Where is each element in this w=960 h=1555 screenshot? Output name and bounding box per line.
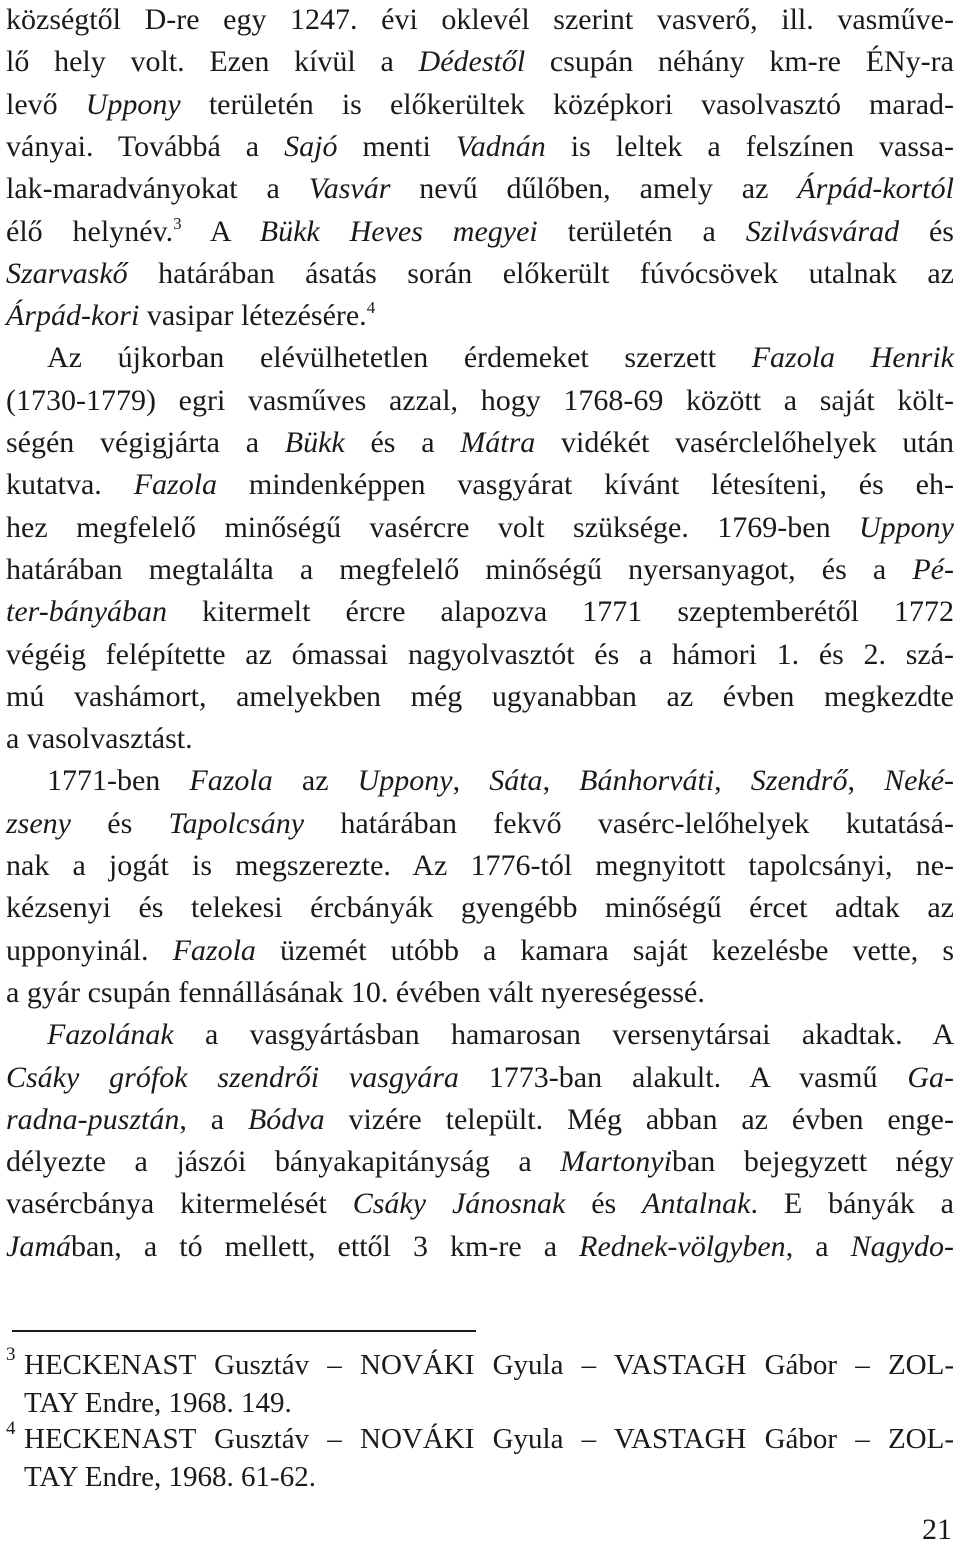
italic-text: Sajó — [284, 129, 338, 163]
text-line — [6, 1142, 954, 1182]
italic-text: Dédestől — [418, 45, 526, 79]
text-span: vizére települt. Még abban az évben enge- — [324, 1102, 954, 1136]
text-line — [6, 127, 954, 167]
footnote-4-continuation: TAY Endre, 1968. 61-62. — [24, 1461, 316, 1493]
text-span: 1773-ban alakult. A vasmű — [458, 1060, 908, 1094]
text-span: községtől D-re egy 1247. évi oklevél szerint vasverő, ill. vasműve- — [6, 3, 954, 36]
text-span: és — [70, 806, 169, 840]
text-line — [6, 550, 954, 590]
italic-text: Jamá — [6, 1229, 71, 1263]
text-line — [6, 465, 954, 505]
italic-text: Szendrő — [750, 764, 848, 798]
italic-text: Fazola — [172, 933, 256, 967]
text-line — [6, 1058, 954, 1098]
text-span: ségén végigjárta a — [6, 426, 285, 459]
italic-text: Uppony — [85, 87, 181, 121]
text-line — [6, 846, 954, 886]
text-line — [6, 423, 954, 463]
footnote-text: HECKENAST Gusztáv – NOVÁKI Gyula – VASTAGH Gábor – ZOL- — [24, 1423, 954, 1455]
text-line — [6, 254, 954, 294]
text-line — [6, 169, 954, 209]
text-span: határában ásatás során előkerült fúvócsövek utalnak az — [127, 256, 954, 290]
text-span: , — [847, 764, 885, 798]
text-span: kutatva. — [6, 468, 134, 502]
text-span: üzemét utóbb a kamara saját kezelésbe vette, s — [255, 933, 954, 967]
text-span: mindenképpen vasgyárat kívánt létesíteni, és eh- — [217, 468, 954, 502]
italic-text: Fazola — [189, 764, 273, 798]
text-span: lak-maradványokat a — [6, 172, 309, 206]
footnote-marker: 3 — [6, 1344, 16, 1365]
text-span: (1730-1779) egri vasműves azzal, hogy 1768-69 között a saját költ- — [6, 383, 954, 417]
text-line — [6, 719, 954, 759]
text-span: upponyinál. — [6, 933, 173, 967]
italic-text: Uppony — [357, 764, 453, 798]
text-span: ban bejegyzett négy — [671, 1145, 954, 1179]
italic-text: Szarvaskő — [6, 256, 128, 290]
italic-text: Vasvár — [308, 172, 391, 206]
footnote-reference: 4 — [366, 298, 376, 318]
italic-text: Fazola — [133, 468, 218, 502]
italic-text: Bódva — [247, 1102, 325, 1136]
italic-text: Bükk — [284, 426, 345, 459]
italic-text: Nagydo- — [850, 1229, 954, 1263]
italic-text: Csáky grófok szendrői vasgyára — [6, 1060, 459, 1094]
italic-text: ter-bányában — [6, 595, 168, 629]
italic-text: Rednek-völgyben — [579, 1229, 786, 1263]
footnote-reference: 3 — [173, 213, 182, 233]
text-span: nevű dűlőben, amely az — [390, 172, 798, 206]
text-line — [6, 338, 954, 378]
italic-text: Fazolának — [47, 1018, 174, 1052]
text-line — [6, 931, 954, 971]
text-span: a vasgyártásban hamarosan versenytársai akadtak. A — [173, 1018, 954, 1052]
text-span: területén a — [537, 214, 746, 248]
italic-text: Vadnán — [455, 129, 546, 163]
text-span: , — [542, 764, 580, 798]
text-span: vidékét vasérclelőhelyek után — [535, 426, 955, 459]
text-span: ványai. Továbbá a — [6, 129, 285, 163]
text-span: vasércbánya kitermelését — [6, 1187, 353, 1221]
text-span: végéig felépítette az ómassai nagyolvasztót és a hámori 1. és 2. szá- — [6, 637, 954, 671]
text-line — [6, 212, 954, 252]
text-line — [6, 85, 954, 125]
text-line — [6, 677, 954, 717]
page-number: 21 — [922, 1513, 952, 1546]
text-span: nak a jogát is megszerezte. Az 1776-tól megnyitott tapolcsányi, ne- — [6, 849, 954, 882]
italic-text: Bánhorváti — [579, 764, 715, 798]
text-line — [6, 888, 954, 928]
text-span: kézsenyi és telekesi ércbányák gyengébb minőségű ércet adtak az — [6, 891, 954, 925]
text-line — [6, 508, 954, 548]
italic-text: Martonyi — [560, 1145, 672, 1179]
text-span: hez megfelelő minőségű vasércre volt szüksége. 1769-ben — [6, 510, 860, 544]
text-span: területén is előkerültek középkori vasolvasztó marad- — [180, 87, 955, 121]
italic-text: radna-pusztán — [6, 1102, 180, 1136]
text-line — [6, 381, 954, 421]
italic-text: Pé- — [912, 552, 954, 586]
italic-text: Sáta — [489, 764, 543, 798]
text-span: , a — [179, 1102, 248, 1136]
text-line — [6, 296, 954, 336]
text-line — [6, 761, 954, 801]
text-span: , — [714, 764, 751, 798]
italic-text: Csáky Jánosnak — [352, 1187, 566, 1221]
italic-text: Árpád-kori — [6, 299, 140, 333]
italic-text: zseny — [6, 806, 71, 840]
text-span: csupán néhány km-re ÉNy-ra — [525, 45, 954, 79]
text-line — [6, 973, 954, 1013]
text-span: menti — [337, 129, 456, 163]
text-span: határában fekvő vasérc-lelőhelyek kutatásá- — [304, 806, 954, 840]
text-span: mú vashámort, amelyekben még ugyanabban az évben megkezdte — [6, 679, 954, 713]
text-span: , a — [785, 1229, 851, 1263]
text-span: a gyár csupán fennállásának 10. évében vált nyereségessé. — [6, 975, 705, 1009]
text-span: Az újkorban elévülhetetlen érdemeket szerzett — [47, 341, 752, 375]
text-line — [6, 592, 954, 632]
text-span: , — [452, 764, 490, 798]
text-span: . E bányák a — [750, 1187, 954, 1221]
text-span: és a — [344, 426, 461, 459]
italic-text: Antalnak — [642, 1187, 751, 1221]
italic-text: Tapolcsány — [168, 806, 305, 840]
text-span: is leltek a felszínen vassa- — [545, 129, 954, 163]
italic-text: Ga- — [907, 1060, 955, 1094]
text-line — [6, 1100, 954, 1140]
text-line — [6, 804, 954, 844]
text-span: és — [565, 1187, 643, 1221]
text-line — [6, 635, 954, 675]
text-span: ban, a tó mellett, ettől 3 km-re a — [70, 1229, 580, 1263]
text-line — [6, 1227, 954, 1267]
italic-text: Neké- — [884, 764, 955, 798]
text-span: kitermelt ércre alapozva 1771 szeptemberétől 1772 — [167, 595, 954, 629]
text-span: határában megtalálta a megfelelő minőségű nyersanyagot, és a — [6, 552, 913, 586]
text-span: vasipar létezésére. — [139, 299, 367, 333]
italic-text: Bükk Heves megyei — [259, 214, 538, 248]
text-line — [6, 1015, 954, 1055]
footnote-4 — [6, 1420, 954, 1458]
text-span: és — [899, 214, 954, 248]
text-span: a vasolvasztást. — [6, 722, 193, 756]
text-span: 1771-ben — [47, 764, 190, 798]
footnote-separator — [12, 1330, 476, 1332]
footnote-3 — [6, 1346, 954, 1384]
text-span: az — [272, 764, 358, 798]
text-line — [6, 42, 954, 82]
text-span: délyezte a jászói bányakapitányság a — [6, 1145, 561, 1179]
italic-text: Uppony — [859, 510, 954, 544]
text-span: levő — [6, 87, 86, 121]
footnote-3-continuation: TAY Endre, 1968. 149. — [24, 1387, 292, 1419]
footnote-text: HECKENAST Gusztáv – NOVÁKI Gyula – VASTAGH Gábor – ZOL- — [24, 1349, 954, 1381]
text-line — [6, 0, 954, 40]
text-span: A — [181, 214, 260, 248]
italic-text: Mátra — [460, 426, 536, 459]
italic-text: Szilvásvárad — [745, 214, 900, 248]
text-line — [6, 1184, 954, 1224]
text-span: lő hely volt. Ezen kívül a — [6, 45, 419, 79]
footnote-marker: 4 — [6, 1418, 16, 1439]
text-span: élő helynév. — [6, 214, 174, 248]
italic-text: Fazola Henrik — [751, 341, 954, 375]
italic-text: Árpád-kortól — [797, 172, 954, 206]
